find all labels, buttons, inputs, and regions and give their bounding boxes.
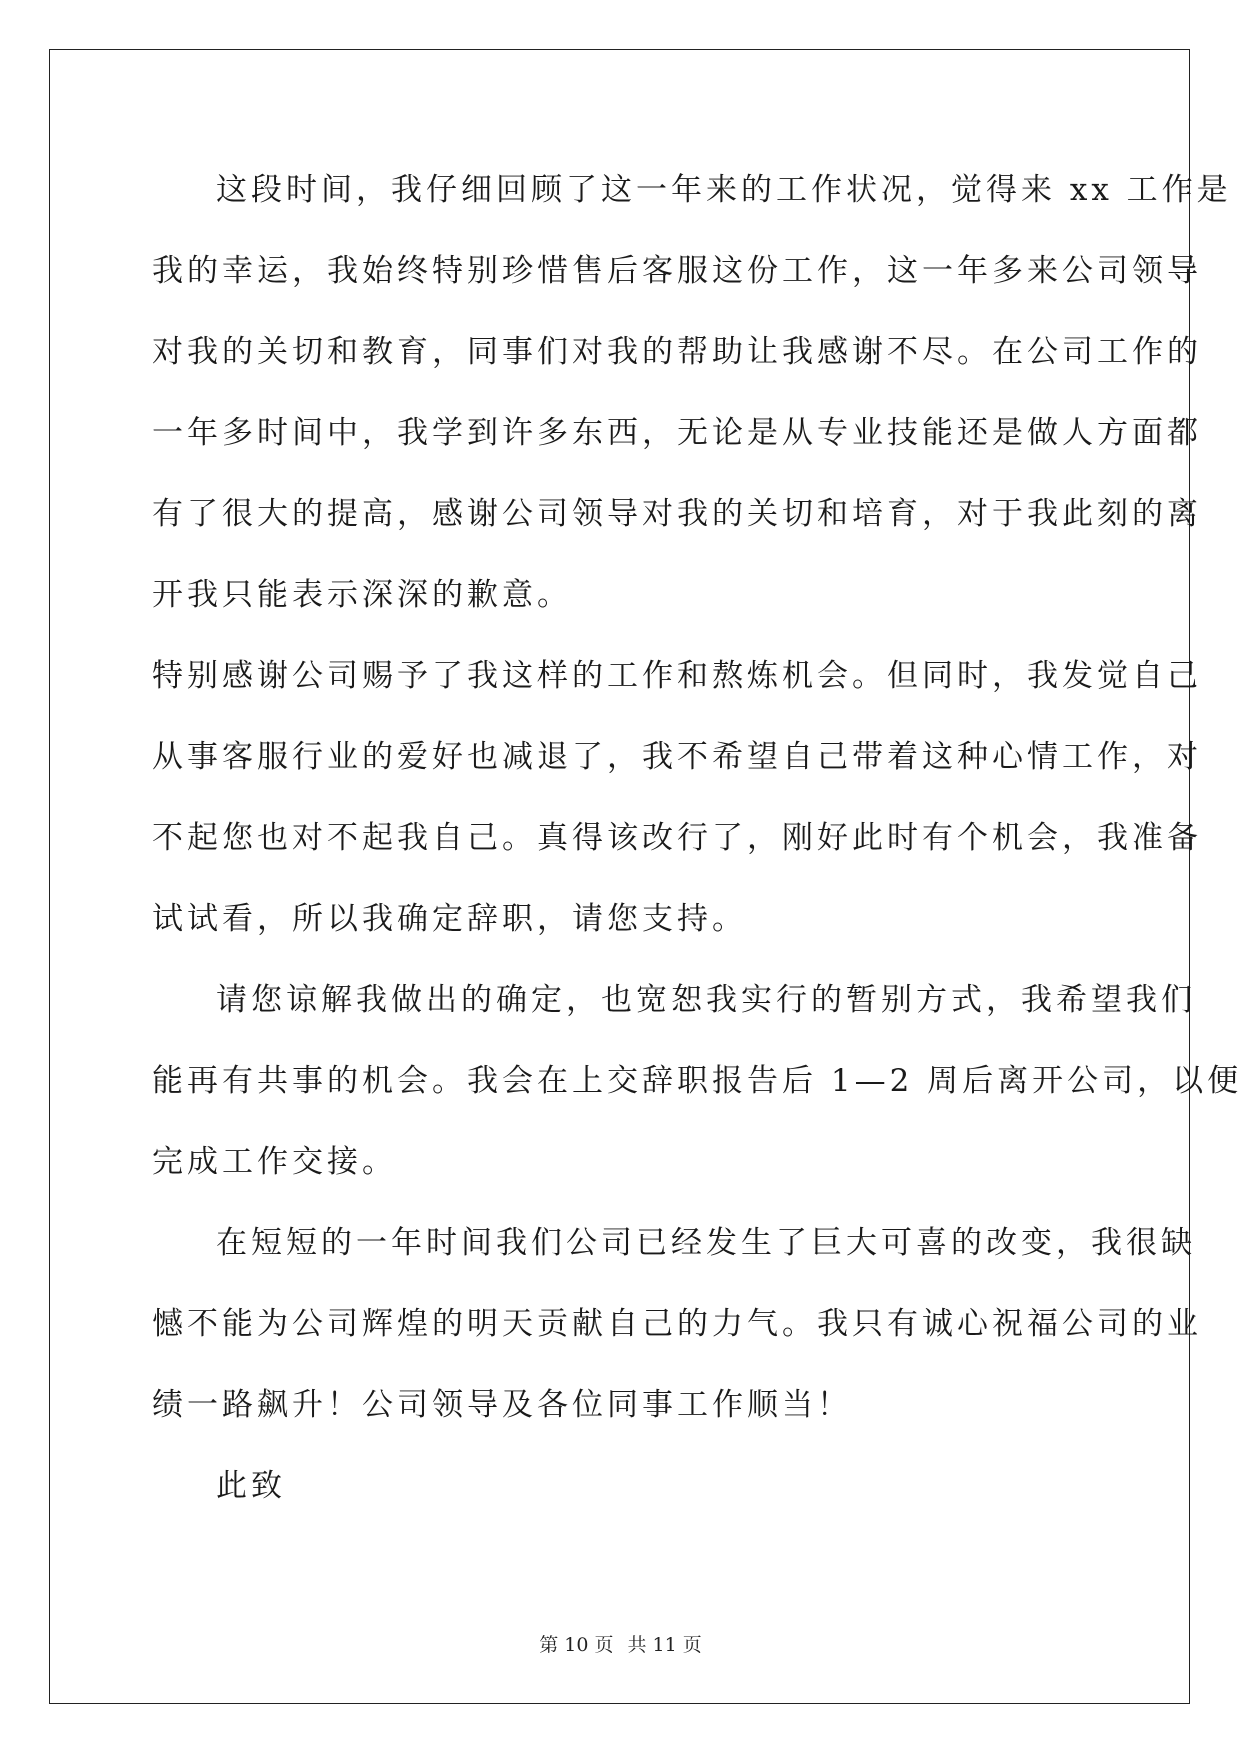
text-line: 绩一路飙升！公司领导及各位同事工作顺当！ (152, 1387, 852, 1423)
text-line: 这段时间，我仔细回顾了这一年来的工作状况，觉得来 xx 工作是 (216, 172, 1232, 208)
text-line: 一年多时间中，我学到许多东西，无论是从专业技能还是做人方面都 (152, 415, 1202, 451)
page-total: 共 11 页 (627, 1634, 702, 1656)
text-line: 能再有共事的机会。我会在上交辞职报告后 1—2 周后离开公司，以便 (152, 1063, 1242, 1099)
text-line: 有了很大的提高，感谢公司领导对我的关切和培育，对于我此刻的离 (152, 496, 1202, 532)
text-line: 开我只能表示深深的歉意。 (152, 577, 572, 613)
text-line: 在短短的一年时间我们公司已经发生了巨大可喜的改变，我很缺 (216, 1225, 1196, 1261)
text-line: 我的幸运，我始终特别珍惜售后客服这份工作，这一年多来公司领导 (152, 253, 1202, 289)
page-number: 第 10 页 (539, 1634, 614, 1656)
page-footer (0, 1630, 1241, 1657)
text-line: 从事客服行业的爱好也减退了，我不希望自己带着这种心情工作，对 (152, 739, 1202, 775)
text-line: 不起您也对不起我自己。真得该改行了，刚好此时有个机会，我准备 (152, 820, 1202, 856)
text-line: 完成工作交接。 (152, 1144, 397, 1180)
text-line: 试试看，所以我确定辞职，请您支持。 (152, 901, 747, 937)
text-line: 请您谅解我做出的确定，也宽恕我实行的暂别方式，我希望我们 (216, 982, 1196, 1018)
text-line: 特别感谢公司赐予了我这样的工作和熬炼机会。但同时，我发觉自己 (152, 658, 1202, 694)
document-body (152, 159, 1242, 1536)
text-line: 对我的关切和教育，同事们对我的帮助让我感谢不尽。在公司工作的 (152, 334, 1202, 370)
text-line: 憾不能为公司辉煌的明天贡献自己的力气。我只有诚心祝福公司的业 (152, 1306, 1202, 1342)
closing-salutation: 此致 (216, 1468, 286, 1504)
